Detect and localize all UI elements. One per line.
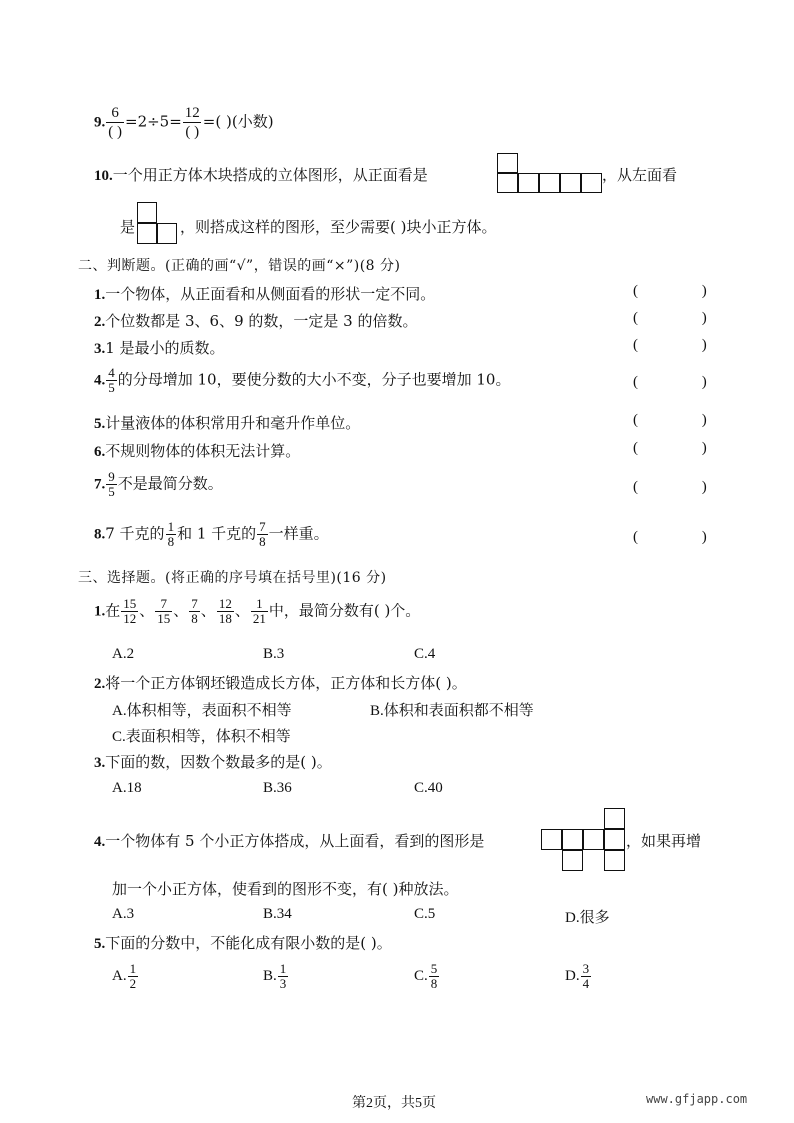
choice-q5: 5.下面的分数中，不能化成有限小数的是( )。 — [94, 934, 392, 952]
option-d: D.很多 — [565, 910, 610, 926]
fraction: $\frac{7}{15}$ — [157, 596, 171, 626]
question-10-line2b: ，则搭成这样的图形，至少需要( )块小正方体。 — [180, 218, 497, 236]
page-number: 第2页，共5页 — [352, 1096, 436, 1111]
judge-item-7: 7. $\frac{9}{5}$ 不是最简分数。 — [94, 469, 223, 499]
fraction: $\frac{1}{3}$ — [279, 961, 287, 991]
option-c: C.40 — [414, 780, 443, 796]
option-b: B.36 — [263, 780, 292, 796]
fraction: $\frac{1}{8}$ — [167, 519, 175, 549]
answer-paren: ( ) — [633, 440, 737, 456]
choice-q3: 3.下面的数，因数个数最多的是( )。 — [94, 753, 332, 771]
fraction: $\frac{12}{18}$ — [218, 596, 232, 626]
answer-paren: ( ) — [633, 412, 737, 428]
choice-q4-cont: ，如果再增 — [626, 832, 702, 850]
answer-paren: ( ) — [633, 283, 737, 299]
fraction: $\frac{1}{2}$ — [129, 961, 137, 991]
option-b: B. $\frac{1}{3}$ — [263, 961, 287, 991]
fraction: $\frac{12}{( )}$ — [184, 105, 200, 140]
judge-item-3: 3.1 是最小的质数。 — [94, 339, 225, 357]
judge-item-1: 1.一个物体，从正面看和从侧面看的形状一定不同。 — [94, 285, 436, 303]
q-num: 10. — [94, 168, 113, 184]
option-d: D. $\frac{3}{4}$ — [565, 961, 590, 991]
top-view-figure — [541, 808, 625, 871]
question-10-line2a: 是 — [120, 218, 136, 236]
choice-q4-line2: 加一个小正方体，使看到的图形不变，有( )种放法。 — [112, 880, 459, 898]
judge-item-4: 4. $\frac{4}{5}$ 的分母增加 10，要使分数的大小不变，分子也要增加 10。 — [94, 365, 511, 395]
fraction: $\frac{15}{12}$ — [123, 596, 137, 626]
fraction: $\frac{7}{8}$ — [191, 596, 198, 626]
option-a: A.体积相等，表面积不相等 — [112, 703, 292, 719]
answer-paren: ( ) — [633, 337, 737, 353]
left-view-figure — [137, 202, 177, 244]
answer-paren: ( ) — [633, 310, 737, 326]
option-c: C. $\frac{5}{8}$ — [414, 961, 438, 991]
fraction: $\frac{5}{8}$ — [430, 961, 438, 991]
fraction: $\frac{9}{5}$ — [108, 469, 115, 499]
fraction: $\frac{7}{8}$ — [259, 519, 266, 549]
answer-paren: ( ) — [633, 374, 737, 390]
judge-item-5: 5.计量液体的体积常用升和毫升作单位。 — [94, 414, 361, 432]
option-a: A.3 — [112, 906, 135, 922]
question-10-line1 — [94, 164, 428, 185]
front-view-figure — [497, 153, 602, 193]
option-b: B.3 — [263, 646, 285, 662]
choice-q2: 2.将一个正方体钢坯锻造成长方体，正方体和长方体( )。 — [94, 674, 467, 692]
option-b: B.34 — [263, 906, 292, 922]
option-b: B.体积和表面积都不相等 — [370, 703, 534, 719]
fraction: $\frac{4}{5}$ — [108, 365, 115, 395]
section-2-title: 二、判断题。(正确的画“√”，错误的画“×”)(8 分) — [78, 258, 401, 274]
choice-q1: 1.在 $\frac{15}{12}$ 、 $\frac{7}{15}$ 、 $\frac{7}{8}$ 、 $\frac{12}{18}$ 、 $\frac{1}{21}$ 中，最简分数有( )个。 — [94, 596, 421, 626]
fraction: $\frac{3}{4}$ — [582, 961, 590, 991]
option-c: C.表面积相等，体积不相等 — [112, 729, 291, 745]
section-3-title: 三、选择题。(将正确的序号填在括号里)(16 分) — [78, 570, 387, 586]
answer-paren: ( ) — [633, 479, 737, 495]
option-a: A. $\frac{1}{2}$ — [112, 961, 137, 991]
option-a: A.18 — [112, 780, 142, 796]
watermark: www.gfjapp.com — [646, 1092, 748, 1106]
option-c: C.4 — [414, 646, 436, 662]
judge-item-6: 6.不规则物体的体积无法计算。 — [94, 442, 301, 460]
answer-paren: ( ) — [633, 529, 737, 545]
option-a: A.2 — [112, 646, 135, 662]
q-num: 9. — [94, 114, 106, 131]
answer-blank: =( )(小数) — [202, 112, 274, 131]
option-c: C.5 — [414, 906, 436, 922]
choice-q4-line1: 4.一个物体有 5 个小正方体搭成，从上面看，看到的图形是 — [94, 832, 485, 850]
fraction: $\frac{6}{( )}$ — [108, 105, 122, 140]
judge-item-8: 8.7 千克的 $\frac{1}{8}$ 和 1 千克的 $\frac{7}{8}$ 一样重。 — [94, 519, 329, 549]
question-10-cont: ，从左面看 — [602, 166, 678, 184]
q-text: 一个用正方体木块搭成的立体图形，从正面看是 — [112, 166, 428, 184]
fraction: $\frac{1}{21}$ — [252, 596, 266, 626]
question-9 — [94, 104, 274, 141]
judge-item-2: 2.个位数都是 3、6、9 的数，一定是 3 的倍数。 — [94, 312, 418, 330]
equation-text: =2÷5= — [125, 112, 182, 131]
